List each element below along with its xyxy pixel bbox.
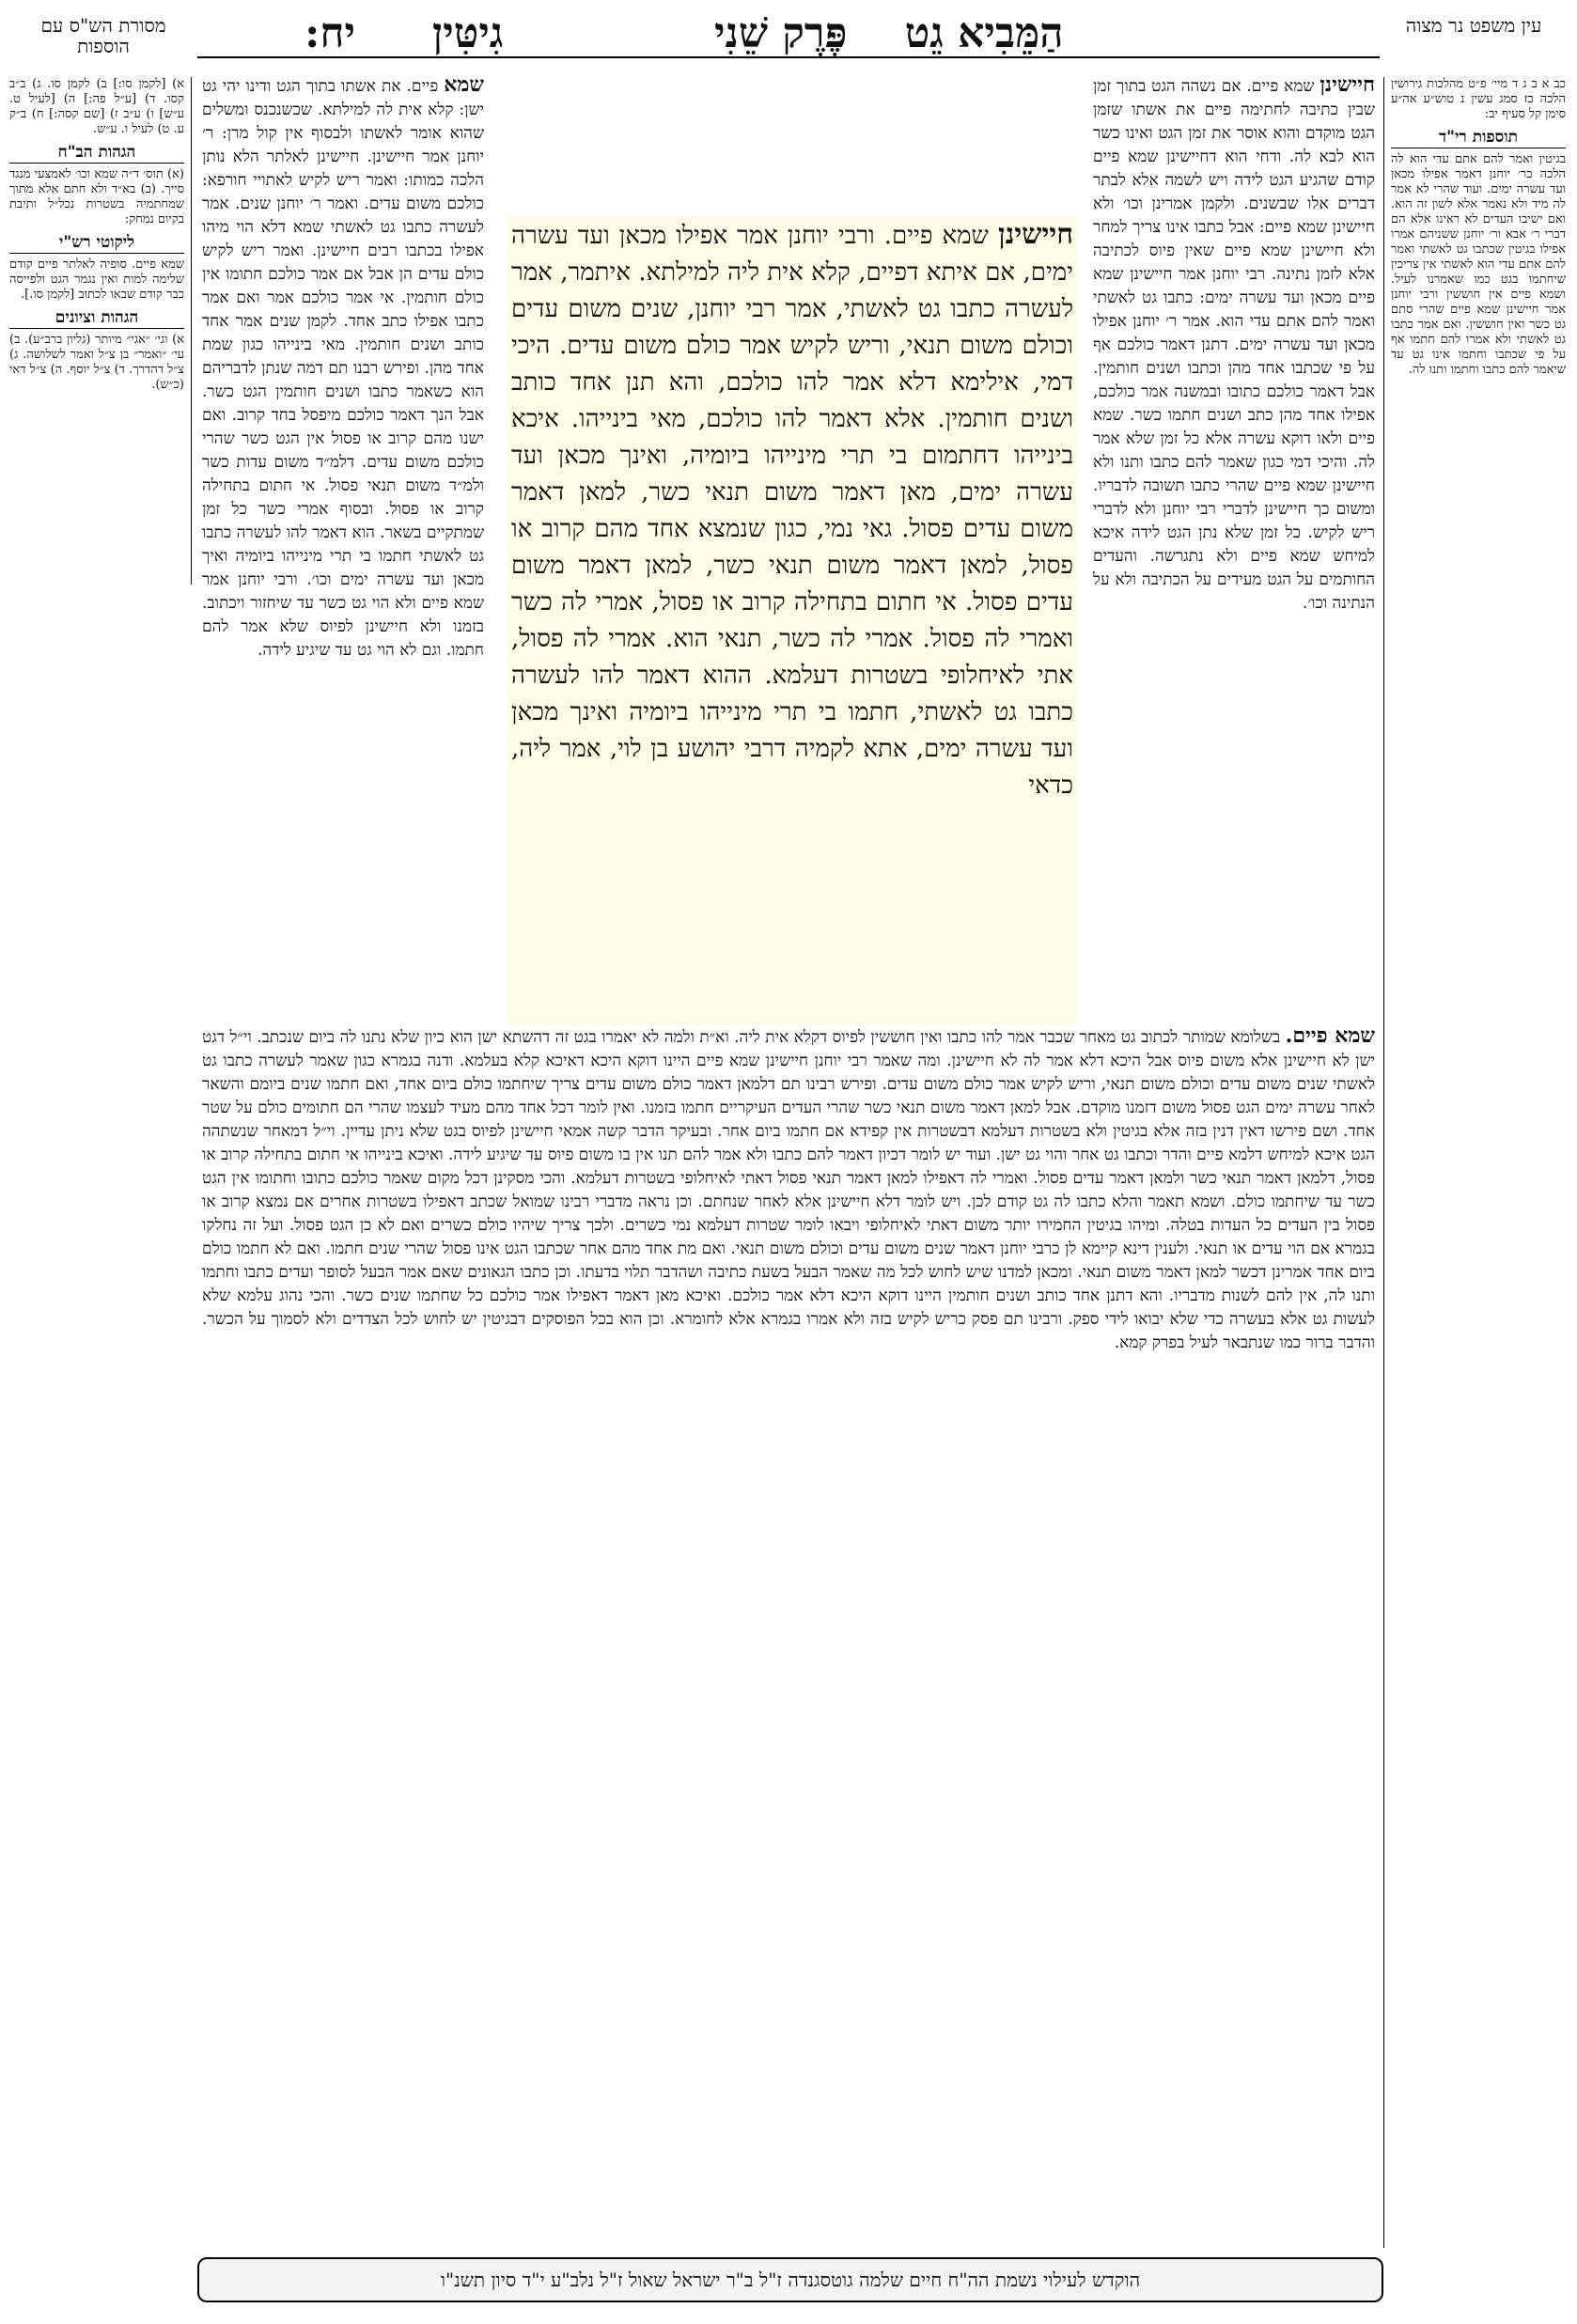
tosafot-commentary (202, 73, 484, 1022)
likutei-rashi-title: ליקוטי רש"י (9, 235, 184, 254)
rashi-text: שמא פיים. אם נשהה הגט בתוך זמן שבין כתיבה לחתימה פיים את אשתו שזמן הגט מוקדם והוא אוסר את זמן הגט ואינו כשר הוא לבא לה. ודחי הוא דחיישינן שמא פיים קודם שהגיע הגט לידה ויש לשמה אלא לבתר דברים אלו שבשנים. ולקמן אמרינן וכו׳ ולא חיישינן שמא פיים: אבל כתבו אינו צריך למחר ולא חיישינן שמא פיים שאין פיוס לכתיבה אלא לזמן נתינה. רבי יוחנן אמר חיישינן שמא פיים מכאן ועד עשרה ימים: כתבו גט לאשתי ואמר להם אתם עדי הוא. אמר ר׳ יוחנן אפילו מכאן ועד עשרה ימים. דתנן דאמר כולכם אף על פי שכתבו אחד מהן וכתבו ושנים חותמין. אבל דאמר כולכם כתובו ובמשנה אמר כולכם, אפילו אחד מהן כתב ושנים חתמו כשר. שמא פיים ולאו דוקא עשרה אלא כל זמן שלא אמר לה. והיכי דמי כגון שאמר להם כתבו ותנו ולא חיישינן שמא פיים שהרי כתבו תשובה לדבריו. ומשום כך חיישינן לדברי רבי יוחנן ולא לדברי ריש לקיש. כל זמן שלא נתן הגט לידה איכא למיחש שמא פיים ולא נתגרשה. והעדים החותמים על הגט מעידים על הכתיבה ולא על הנתינה וכו׳. (1093, 77, 1375, 613)
masoret-label: מסורת הש"ס עם הוספות (40, 14, 166, 57)
lower-lead-word: שמא פיים. (1285, 1024, 1375, 1048)
masechet-title: גִיטִּין (432, 9, 504, 57)
ein-mishpat-text: כב א ב ג ד מיי׳ פ״ט מהלכות גירושין הלכה כז סמג עשין נ טוש״ע אה״ע סימן קל סעיף יב: (1391, 77, 1566, 121)
lower-text: בשלומא שמותר לכתוב גט מאחר שכבר אמר להו כתבו ואין חוששין לפיוס דקלא אית ליה. וא״ת ולמה לא יאמרו בגט זה דהשתא ישן הוא כיון שלא נתנו לה ביום שנכתב. וי״ל דגט ישן לא חיישינן אלא משום פיוס אבל היכא דלא אמר לה לא חיישינן. ומה שאמר רבי יוחנן חיישינן שמא פיים היינו דוקא היכא דאיכא קלא בעלמא. ודנה בגמרא כגון שאמר לעשרה כתבו גט לאשתי שנים משום עדים וכולם משום תנאי, וריש לקיש אמר כולם משום עדים. ופירש רבינו תם דלמאן דאמר כולם משום עדים צריך שיחתמו כולם ביום אחד, ואם חתמו שנים ביומם והשאר לאחר עשרה ימים הגט פסול משום דזמנו מוקדם. אבל למאן דאמר משום תנאי כשר שהרי העדים העיקריים חתמו בזמנו. ואין לומר דכל אחד מהם מעיד לעצמו שהרי הם חתומים כולם על שטר אחד. ושם פירשו דאין דנין בזה אלא בגיטין ולא בשטרות דעלמא דבשטרות אין קפידא אם חתמו ביום אחר. ובעיקר הדבר קשה אמאי חיישינן לפיוס בגט שלא ניתן עדיין. וי״ל דמאחר שנשתהה הגט איכא למיחש דלמא פיים והדר וכתבו גט אחר והוי גט ישן. ועוד יש לומר דכיון דאמר להם כתבו ולא אמר להם תנו אין בו משום פיוס עד שיגיע לידה. ואיכא בינייהו אי חתום בתחילה קרוב או פסול, דלמאן דאמר תנאי כשר ולמאן דאמר עדים פסול. ואמרי לה דאפילו למאן דאמר תנאי פסול דאתי לאיחלופי בשטרות דעלמא. והכי מסקינן דכל מקום שאמר כולכם כתובו וחתומו אין הגט כשר עד שיחתמו כולם. ושמא תאמר והלא כתבו לה גט קודם לכן. ויש לומר דלא חיישינן אלא לאחר שנחתם. וכן נראה מדברי רבינו שמואל שכתב דאפילו בשטרות אחרים אם נמצא קרוב או פסול בין העדים כל העדות בטלה. ומיהו בגיטין החמירו יותר משום דאתי לאיחלופי ויבאו לומר שטרות דעלמא נמי כשרים. ולכך צריך שיהיו כולם כשרים ואם לא כן הגט פסול. ועל זה נחלקו בגמרא אם הוי עדים או תנאי. ולענין דינא קיימא לן כרבי יוחנן דאמר שנים משום עדים וכולם משום תנאי. ואם מת אחד מהם אחר שכתבו הגט אינו פסול שהרי שנים חתמו. ואם לא חתמו כולם ביום אחד אמרינן דכשר למאן דאמר משום תנאי. ומכאן למדנו שיש לחוש לכל מה שאמר הבעל בשעת כתיבה ושהדבר תלוי בדעתו. וכן כתבו הגאונים שאם אמר הבעל לסופר ועדים כתבו וחתמו ותנו לה, אין להם לשנות מדבריו. והא דתנן אחד כותב ושנים חותמין היינו דוקא היכא דלא אמר כולכם. ואיכא מאן דאמר דאפילו אמר כולכם כל שחתמו שנים כשר. והכי נהוג עלמא שלא לעשות גט אלא בעשרה כדי שלא יבואו לידי ספק. ורבינו תם פסק כריש לקיש בזה ולא אמרו בגמרא אלא לחומרא. וכן הוא בכל הפוסקים דבגיטין יש לחוש לכל הצדדים ולא לסמוך על הכשר. והדבר ברור כמו שנתבאר לעיל בפרק קמא. (202, 1028, 1375, 1352)
perek-name: הַמֵּבִיא גֵט (904, 9, 1064, 57)
hagahot-habach-title: הגהות הב"ח (9, 145, 184, 164)
likutei-rashi-text: שמא פיים. סופיה לאלתר פיים קודם שלימה למות ואין נגמר הגט ולפייסה כבר קודם שבאו לכתוב [לקמן סו.]. (9, 257, 184, 302)
tosafot-lead-word: שמא (444, 73, 484, 97)
hagahot-tziyunim-text: א) וגי׳ ״אגי״ מיותר (גליון ברב״ע). ב) עי׳ ״ואמר״ בן צ״ל ואמר לשלושה. ג) צ״ל דהדרך. ד) צ״ל יוסף. ה) צ״ל דאי (כ״ש). (9, 333, 184, 392)
perek-number: פֶּרֶק שֵׁנִי (714, 9, 848, 57)
left-margin (9, 77, 184, 585)
hagahot-habach-text: (א) תוס׳ ד״ה שמא וכו׳ לאמצעי מנגד סייך. (ב) בא״ד ולא חתם אלא מתוך שמחתמיה בשטרות נכל״ל ותיבת בקיום נמחק: (9, 167, 184, 226)
right-divider (1383, 77, 1384, 2248)
masoret-text: א) [לקמן סו:] ב) לקמן סו. ג) ב״ב קסו. ד) [ע״ל פה:] ה) [לעיל ט. ע״ש] ו) ע״ב ז) [שם קסה:] ח) ב״ק ע. ט) לעיל ו. ע״ש. (9, 77, 184, 136)
gemara-text: שמא פיים. ורבי יוחנן אמר אפילו מכאן ועד עשרה ימים, אם איתא דפיים, קלא אית ליה למילתא. איתמר, אמר לעשרה כתבו גט לאשתי, אמר רבי יוחנן, שנים משום עדים וכולם משום תנאי, וריש לקיש אמר כולם משום עדים. היכי דמי, אילימא דלא אמר להו כולכם, והא תנן אחד כותב ושנים חותמין. אלא דאמר להו כולכם, מאי בינייהו. איכא בינייהו דחתמום בי תרי מינייהו ביומיה, ואינך מכאן ועד עשרה ימים, מאן דאמר משום תנאי כשר, למאן דאמר משום עדים פסול. גאי נמי, כגון שנמצא אחד מהם קרוב או פסול, למאן דאמר משום תנאי כשר, למאן דאמר משום עדים פסול. אי חתום בתחילה קרוב או פסול, אמרי לה כשר ואמרי לה פסול. אמרי לה כשר, תנאי הוא. אמרי לה פסול, אתי לאיחלופי בשטרות דעלמא. ההוא דאמר להו לעשרה כתבו גט לאשתי, חתמו בי תרי מינייהו ביומיה ואינך מכאן ועד עשרה ימים, אתא לקמיה דרבי יהושע בן לוי, אמר ליה, כדאי (511, 222, 1073, 800)
perek-title (714, 9, 1064, 57)
ein-mishpat-label: עין משפט נר מצוה (1405, 14, 1542, 37)
tosafot-rid-text: בגיטין ואמר להם אתם עדי הוא לה הלכה כר׳ יוחנן דאמר אפילו מכאן ועד עשרה ימים. ועוד שהרי לא אמר לה מיד ולא נאמר אלא לשון זה הוא. ואם ישיבו העדים לא ראינו אלא הם דברי ר׳ אבא ור׳ יוחנן ששניהם אמרו אפילו בגיטין שכתבו גט לאשתי ואמר להם אתם עדי הוא לאשתי אין צריכין שיחתמו בגט כמו שאמרנו לעיל. ושמא פיים אין חוששין ורבי יוחנן אמר חיישינן שמא פיים שהרי סתם גט כשר ואין חוששין. ואם אמר כתבו גט לאשתי ולא אמרו להם חתמו אף על פי שכתבו וחתמו אינו גט עד שיאמר להם כתבו וחתמו ותנו לה. (1391, 152, 1566, 377)
right-margin (1391, 77, 1566, 2248)
gemara-lead-word: חיישינן (998, 218, 1073, 251)
tosafot-rid-title: תוספות רי"ד (1391, 130, 1566, 148)
left-divider (191, 77, 192, 585)
header-rule (197, 56, 1380, 58)
hagahot-tziyunim-title: הגהות וציונים (9, 310, 184, 329)
rashi-lead-word: חיישינן (1319, 73, 1375, 97)
rashi-commentary (1093, 73, 1375, 1022)
gemara-text-block (507, 216, 1077, 1024)
lower-commentary (202, 1024, 1375, 2246)
daf-number: יח: (304, 9, 355, 57)
tosafot-text: פיים. את אשתו בתוך הגט ודינו יהי גט ישן: קלא אית לה למילתא. שכשנכנס ומשלים שהוא אומר לאשתו ולבסוף אין קול מרן: ר׳ יוחנן אמר חיישינן. חיישינן לאלתר הלא נותן הלכה כמותו: ואמר ריש לקיש לאתויי חורפא: כולכם משום עדים. ואמר ר׳ יוחנן שנים. אמר לעשרה כתבו גט לאשתי שמא דלא הוי מיהו אפילו בכתבו רבים חיישינן. ואמר ריש לקיש כולם עדים הן אבל אם אמר כולכם חתומו אין כולם חותמין. אי אמר כולכם אמר ואם אמר כתבו אפילו כתב אחד. לקמן שנים אמר אחד כותב ושנים חותמין. מאי בינייהו כגון שמת אחד מהן. ופירש רבנו תם דמה שנתן לדבריהם הוא כשאמר כתבו ושנים חותמין הגט כשר. אבל הנך דאמר כולכם מיפסל בחד קרוב. ואם ישנו מהם קרוב או פסול אין הגט כשר שהרי כולכם משום עדים. דלמ״ד משום עדות כשר ולמ״ד משום תנאי פסול. אי חתום בתחילה קרוב או פסול. ובסוף אמרי כשר כל זמן שמתקיים בשאר. הוא דאמר להו לעשרה כתבו גט לאשתי חתמו בי תרי מינייהו ביומיה ואיך מכאן ועד עשרה ימים וכו׳. ורבי יוחנן אמר שמא פיים ולא הוי גט כשר עד שיחזור ויכתוב. בזמנו ולא חיישינן לפיוס שלא אמר להם חתמו. וגם לא הוי גט עד שיגיע לידה. (202, 77, 484, 660)
dedication-footer: הוקדש לעילוי נשמת הה"ח חיים שלמה גוטסגנדה ז"ל ב"ר ישראל שאול ז"ל נלב"ע י"ד סיון תשנ"ו (197, 2257, 1383, 2302)
